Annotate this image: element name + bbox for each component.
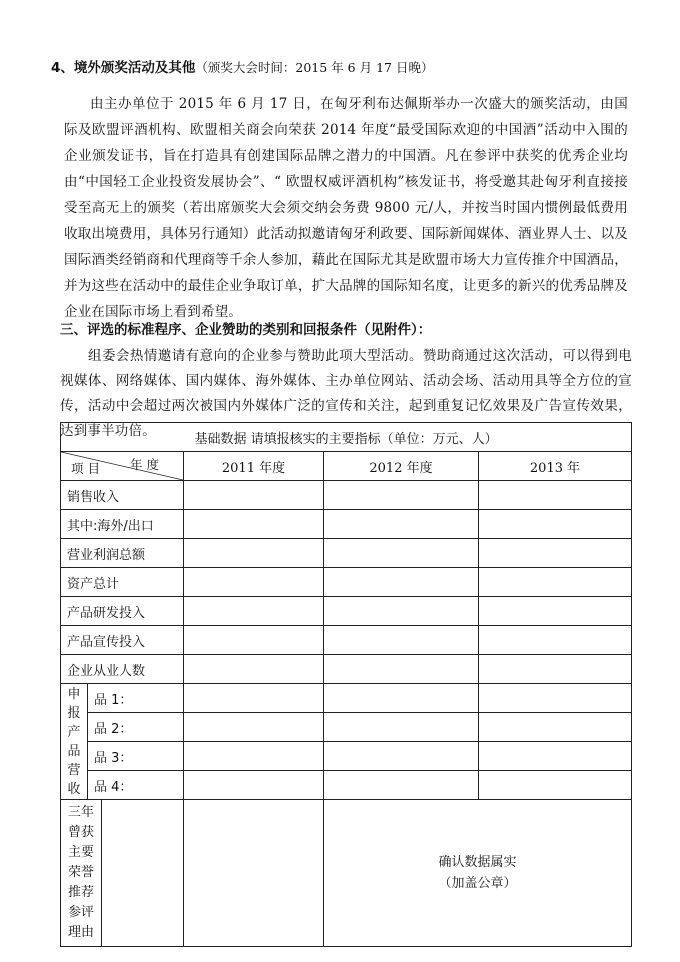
input-cell[interactable] [324, 626, 479, 655]
honor-section [61, 800, 184, 947]
award-date-note: （颁奖大会时间：2015 年 6 月 17 日晚） [195, 60, 434, 75]
input-cell[interactable] [184, 539, 324, 568]
seal-note: （加盖公章） [438, 876, 517, 891]
input-cell[interactable] [479, 481, 632, 510]
table-row [61, 655, 632, 684]
input-cell[interactable] [324, 597, 479, 626]
table-header-row [61, 452, 632, 481]
product-label: 品 3： [88, 742, 184, 771]
corner-year-label: 年 度 [130, 457, 159, 472]
table-title-row [61, 423, 632, 452]
input-cell[interactable] [479, 539, 632, 568]
input-cell[interactable] [184, 510, 324, 539]
year-header: 2013 年 [479, 452, 632, 481]
section-4-title: 4、境外颁奖活动及其他 [51, 60, 196, 76]
basic-data-table [60, 422, 632, 947]
input-cell[interactable] [479, 684, 632, 713]
honor-row [61, 800, 632, 947]
row-label: 资产总计 [61, 568, 184, 597]
input-cell[interactable] [324, 655, 479, 684]
input-cell[interactable] [184, 713, 324, 742]
product-label: 品 4： [88, 771, 184, 800]
input-cell[interactable] [184, 684, 324, 713]
honor-input-extended[interactable] [184, 800, 324, 947]
table-row [61, 597, 632, 626]
input-cell[interactable] [479, 510, 632, 539]
product-row [61, 713, 632, 742]
product-row [61, 684, 632, 713]
row-label: 产品宣传投入 [61, 626, 184, 655]
input-cell[interactable] [324, 684, 479, 713]
product-label: 品 2： [88, 713, 184, 742]
table-row [61, 481, 632, 510]
input-cell[interactable] [184, 597, 324, 626]
input-cell[interactable] [324, 771, 479, 800]
corner-item-label: 项 目 [71, 461, 100, 476]
input-cell[interactable] [184, 481, 324, 510]
product-label: 品 1： [88, 684, 184, 713]
input-cell[interactable] [479, 771, 632, 800]
row-label: 产品研发投入 [61, 597, 184, 626]
table-row [61, 539, 632, 568]
input-cell[interactable] [324, 568, 479, 597]
input-cell[interactable] [184, 568, 324, 597]
input-cell[interactable] [479, 597, 632, 626]
section-4-heading [51, 56, 433, 76]
input-cell[interactable] [479, 713, 632, 742]
sponsor-paragraph: 组委会热情邀请有意向的企业参与赞助此项大型活动。赞助商通过这次活动，可以得到电视媒体、网络媒体、国内媒体、海外媒体、主办单位网站、活动会场、活动用具等全方位的宣传，活动中会超过两次被国内外媒体广泛的宣传和关注，起到重复记忆效果及广告宣传效果，达到事半功倍。 [60, 348, 632, 439]
award-paragraph: 由主办单位于 2015 年 6 月 17 日，在匈牙利布达佩斯举办一次盛大的颁奖活动，由国际及欧盟评酒机构、欧盟相关商会向荣获 2014 年度“最受国际欢迎的中国酒”活动中入围的企业颁发证书，旨在打造具有创建国际品牌之潜力的中国酒。凡在参评中获奖的优秀企业均由“中国轻工企业投资发展协会”、“ 欧盟权威评酒机构”核发证书，将受邀其赴匈牙利直接接受至高无上的颁奖（若出席颁奖大会须交纳会务费 9800 元/人，并按当时国内惯例最低费用收取出境费用，具体另行通知）此活动拟邀请匈牙利政要、国际新闻媒体、酒业界人士、以及国际酒类经销商和代理商等千余人参加，藉此在国际尤其是欧盟市场大力宣传推介中国酒品，并为这些在活动中的最佳企业争取订单，扩大品牌的国际知名度，让更多的新兴的优秀品牌及企业在国际市场上看到希望。 [64, 96, 628, 320]
input-cell[interactable] [479, 742, 632, 771]
confirm-text: 确认数据属实 [438, 855, 517, 870]
input-cell[interactable] [184, 771, 324, 800]
input-cell[interactable] [479, 568, 632, 597]
row-label: 销售收入 [61, 481, 184, 510]
input-cell[interactable] [324, 510, 479, 539]
table-row [61, 510, 632, 539]
input-cell[interactable] [324, 713, 479, 742]
input-cell[interactable] [184, 655, 324, 684]
product-row [61, 771, 632, 800]
year-header: 2011 年度 [184, 452, 324, 481]
corner-cell [61, 452, 184, 481]
table-title: 基础数据 请填报核实的主要指标（单位：万元、人） [61, 423, 632, 452]
input-cell[interactable] [324, 742, 479, 771]
input-cell[interactable] [324, 539, 479, 568]
input-cell[interactable] [479, 626, 632, 655]
honor-input[interactable] [102, 800, 183, 946]
input-cell[interactable] [184, 742, 324, 771]
table-row [61, 626, 632, 655]
input-cell[interactable] [479, 655, 632, 684]
section-3-heading: 三、评选的标准程序、企业赞助的类别和回报条件（见附件）： [60, 322, 432, 338]
product-row [61, 742, 632, 771]
year-header: 2012 年度 [324, 452, 479, 481]
honor-label: 三年 曾获 主要 荣誉 推荐 参评 理由 [61, 800, 102, 946]
row-label: 其中:海外/出口 [61, 510, 184, 539]
input-cell[interactable] [324, 481, 479, 510]
row-label: 企业从业人数 [61, 655, 184, 684]
row-label: 营业利润总额 [61, 539, 184, 568]
input-cell[interactable] [184, 626, 324, 655]
product-group-label: 申 报 产 品 营 收 [61, 684, 88, 800]
table-row [61, 568, 632, 597]
confirm-cell[interactable] [324, 800, 632, 947]
